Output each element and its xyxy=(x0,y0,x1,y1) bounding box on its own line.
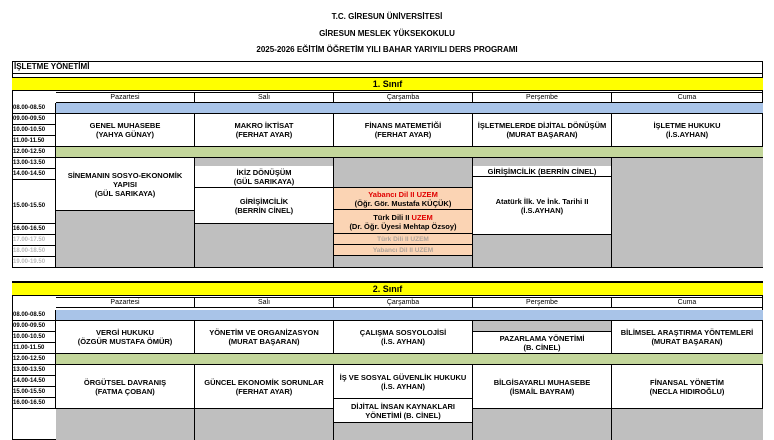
class2-time: 13.00-13.50 xyxy=(12,365,56,376)
course-name: BİLGİSAYARLI MUHASEBE xyxy=(493,377,591,387)
class1-wednesday-yabanci-dil xyxy=(334,188,473,210)
class1-monday-afternoon-course xyxy=(56,158,195,211)
class1-day-tuesday: Salı xyxy=(195,92,334,103)
class2-wednesday-late-course xyxy=(334,399,473,423)
class1-wednesday-empty xyxy=(334,158,473,188)
course-teacher: (NECLA HIDIROĞLU) xyxy=(649,386,725,396)
course-title: Yabancı Dil II xyxy=(368,189,415,199)
course-teacher: (Dr. Öğr. Üyesi Mehtap Özsoy) xyxy=(349,221,457,231)
course-teacher: (İSMAİL BAYRAM) xyxy=(509,386,575,396)
uzem-tag: UZEM xyxy=(411,212,433,222)
course-teacher: (FERHAT AYAR) xyxy=(235,386,293,396)
class2-friday-course xyxy=(612,321,763,354)
class1-thursday-ataturk xyxy=(473,177,612,235)
course-teacher: (FERHAT AYAR) xyxy=(235,130,293,139)
class2-day-wednesday: Çarşamba xyxy=(334,297,473,308)
class1-day-thursday: Perşembe xyxy=(473,92,612,103)
class2-tuesday-course xyxy=(195,321,334,354)
course-teacher: (MURAT BAŞARAN) xyxy=(651,337,723,346)
course-name: BİLİMSEL ARAŞTIRMA YÖNTEMLERİ xyxy=(620,328,754,337)
course-name xyxy=(373,213,433,222)
class1-time: 08.00-08.50 xyxy=(12,103,56,114)
class2-thursday-empty-late xyxy=(473,409,612,440)
course-name: YÖNETİM VE ORGANİZASYON xyxy=(209,328,319,337)
class2-tuesday-afternoon-course xyxy=(195,365,334,409)
class-separator xyxy=(12,268,763,282)
course-name: GENEL MUHASEBE xyxy=(89,121,161,130)
class1-time: 14.00-14.50 xyxy=(12,169,56,180)
course-teacher: (GÜL SARIKAYA) xyxy=(94,188,156,198)
course-name: PAZARLAMA YÖNETİMİ xyxy=(499,333,585,343)
course-title: Türk Dili II xyxy=(373,212,410,222)
course-name: ÇALIŞMA SOSYOLOJİSİ xyxy=(359,328,447,337)
course-teacher: (Öğr. Gör. Mustafa KÜÇÜK) xyxy=(354,198,452,208)
course-name: ÖRGÜTSEL DAVRANIŞ xyxy=(83,377,167,387)
class1-day-monday: Pazartesi xyxy=(56,92,195,103)
class2-time: 16.00-16.50 xyxy=(12,398,56,409)
class1-time: 18.00-18.50 xyxy=(12,246,56,257)
class1-day-friday: Cuma xyxy=(612,92,763,103)
class2-monday-course xyxy=(56,321,195,354)
course-teacher: (İ.S. AYHAN) xyxy=(380,381,426,391)
course-name: FİNANSAL YÖNETİM xyxy=(650,377,724,387)
class2-monday-afternoon-course xyxy=(56,365,195,409)
class1-time: 19.00-19.50 xyxy=(12,257,56,268)
course-teacher: (İ.S.AYHAN) xyxy=(520,205,564,215)
class2-friday-afternoon-course xyxy=(612,365,763,409)
class2-day-friday: Cuma xyxy=(612,297,763,308)
course-name: Atatürk İlk. Ve İnk. Tarihi II xyxy=(495,196,589,206)
course-name: VERGİ HUKUKU xyxy=(96,328,154,337)
class1-tuesday-gap xyxy=(195,158,334,166)
course-name: GİRİŞİMCİLİK xyxy=(239,196,289,206)
class2-time: 14.00-14.50 xyxy=(12,376,56,387)
class2-wednesday-afternoon-course xyxy=(334,365,473,399)
class1-time: 10.00-10.50 xyxy=(12,125,56,136)
class1-thursday-empty xyxy=(473,235,612,268)
class2-thursday-afternoon-course xyxy=(473,365,612,409)
class2-thursday-empty xyxy=(473,321,612,332)
class1-time: 16.00-16.50 xyxy=(12,224,56,235)
course-name: İŞLETME HUKUKU xyxy=(653,121,721,130)
course-teacher: (ÖZGÜR MUSTAFA ÖMÜR) xyxy=(77,337,173,346)
class2-time: 10.00-10.50 xyxy=(12,332,56,343)
course-teacher: (İ.S. AYHAN) xyxy=(380,337,426,346)
course-name: İŞ VE SOSYAL GÜVENLİK HUKUKU xyxy=(339,372,467,382)
class2-tuesday-empty xyxy=(195,409,334,440)
class1-thursday-gap xyxy=(473,158,612,166)
class1-time: 12.00-12.50 xyxy=(12,147,56,158)
class1-time: 09.00-09.50 xyxy=(12,114,56,125)
class2-time: 12.00-12.50 xyxy=(12,354,56,365)
course-teacher: YÖNETİMİ (B. CİNEL) xyxy=(365,410,441,420)
course-teacher: (İ.S.AYHAN) xyxy=(665,130,709,139)
course-teacher: (GÜL SARIKAYA) xyxy=(233,176,295,186)
class1-monday-course xyxy=(56,114,195,147)
program-title: 2025-2026 EĞİTİM ÖĞRETİM YILI BAHAR YARIYILI DERS PROGRAMI xyxy=(256,45,518,54)
class1-day-wednesday: Çarşamba xyxy=(334,92,473,103)
class2-time: 15.00-15.50 xyxy=(12,387,56,398)
class1-lunch-band xyxy=(56,147,763,158)
course-teacher: (MURAT BAŞARAN) xyxy=(506,130,578,139)
class1-tuesday-empty xyxy=(195,224,334,268)
class2-thursday-course xyxy=(473,332,612,354)
course-teacher: (FERHAT AYAR) xyxy=(374,130,432,139)
class1-monday-empty xyxy=(56,211,195,268)
class1-wednesday-yabanci-repeat: Yabancı Dil II UZEM xyxy=(334,245,473,256)
course-name: MAKRO İKTİSAT xyxy=(234,121,294,130)
class1-time: 17.00-17.50 xyxy=(12,235,56,246)
class2-wednesday-course xyxy=(334,321,473,354)
class1-thursday-girisimcilik: GİRİŞİMCİLİK (BERRİN CİNEL) xyxy=(473,166,612,177)
course-teacher: (B. CİNEL) xyxy=(523,342,561,352)
school-title: GİRESUN MESLEK YÜKSEKOKULU xyxy=(319,29,455,38)
class1-friday-course xyxy=(612,114,763,147)
class2-day-thursday: Perşembe xyxy=(473,297,612,308)
class2-band-0800 xyxy=(56,310,763,321)
class1-time: 15.00-15.50 xyxy=(12,180,56,224)
class2-day-tuesday: Salı xyxy=(195,297,334,308)
class1-wednesday-late-empty xyxy=(334,256,473,268)
course-name: DİJİTAL İNSAN KAYNAKLARI xyxy=(350,401,456,411)
course-name: İŞLETMELERDE DİJİTAL DÖNÜŞÜM xyxy=(477,121,607,130)
class1-friday-empty xyxy=(612,158,763,268)
class1-band-0800 xyxy=(56,103,763,114)
class1-tuesday-ikiz xyxy=(195,166,334,188)
course-teacher: (BERRİN CİNEL) xyxy=(234,205,294,215)
department-title: İŞLETME YÖNETİMİ xyxy=(12,61,763,74)
class2-time: 08.00-08.50 xyxy=(12,310,56,321)
course-teacher: (MURAT BAŞARAN) xyxy=(228,337,300,346)
class1-time: 11.00-11.50 xyxy=(12,136,56,147)
class2-lunch-band xyxy=(56,354,763,365)
class2-monday-empty xyxy=(56,409,195,440)
course-name: FİNANS MATEMETİĞİ xyxy=(364,121,442,130)
class2-time: 11.00-11.50 xyxy=(12,343,56,354)
course-name-continued: YAPISI xyxy=(113,179,137,189)
class2-wednesday-empty xyxy=(334,423,473,440)
course-name: İKİZ DÖNÜŞÜM xyxy=(236,167,292,177)
class1-title: 1. Sınıf xyxy=(12,77,763,91)
class1-wednesday-turk-dili-repeat: Türk Dili II UZEM xyxy=(334,234,473,245)
class1-tuesday-girisimcilik xyxy=(195,188,334,224)
class1-thursday-course xyxy=(473,114,612,147)
course-teacher: (FATMA ÇOBAN) xyxy=(95,386,155,396)
course-name xyxy=(368,190,438,199)
course-teacher: (YAHYA GÜNAY) xyxy=(95,130,155,139)
class2-time: 09.00-09.50 xyxy=(12,321,56,332)
uzem-tag: UZEM xyxy=(416,189,438,199)
class2-title: 2. Sınıf xyxy=(12,282,763,296)
class1-wednesday-course xyxy=(334,114,473,147)
class2-friday-empty xyxy=(612,409,763,440)
university-title: T.C. GİRESUN ÜNİVERSİTESİ xyxy=(331,12,443,21)
course-name: SİNEMANIN SOSYO-EKONOMİK xyxy=(67,170,183,180)
class2-day-monday: Pazartesi xyxy=(56,297,195,308)
class1-tuesday-course xyxy=(195,114,334,147)
class1-time: 13.00-13.50 xyxy=(12,158,56,169)
class1-wednesday-turk-dili xyxy=(334,210,473,234)
course-name: GÜNCEL EKONOMİK SORUNLAR xyxy=(204,377,324,387)
